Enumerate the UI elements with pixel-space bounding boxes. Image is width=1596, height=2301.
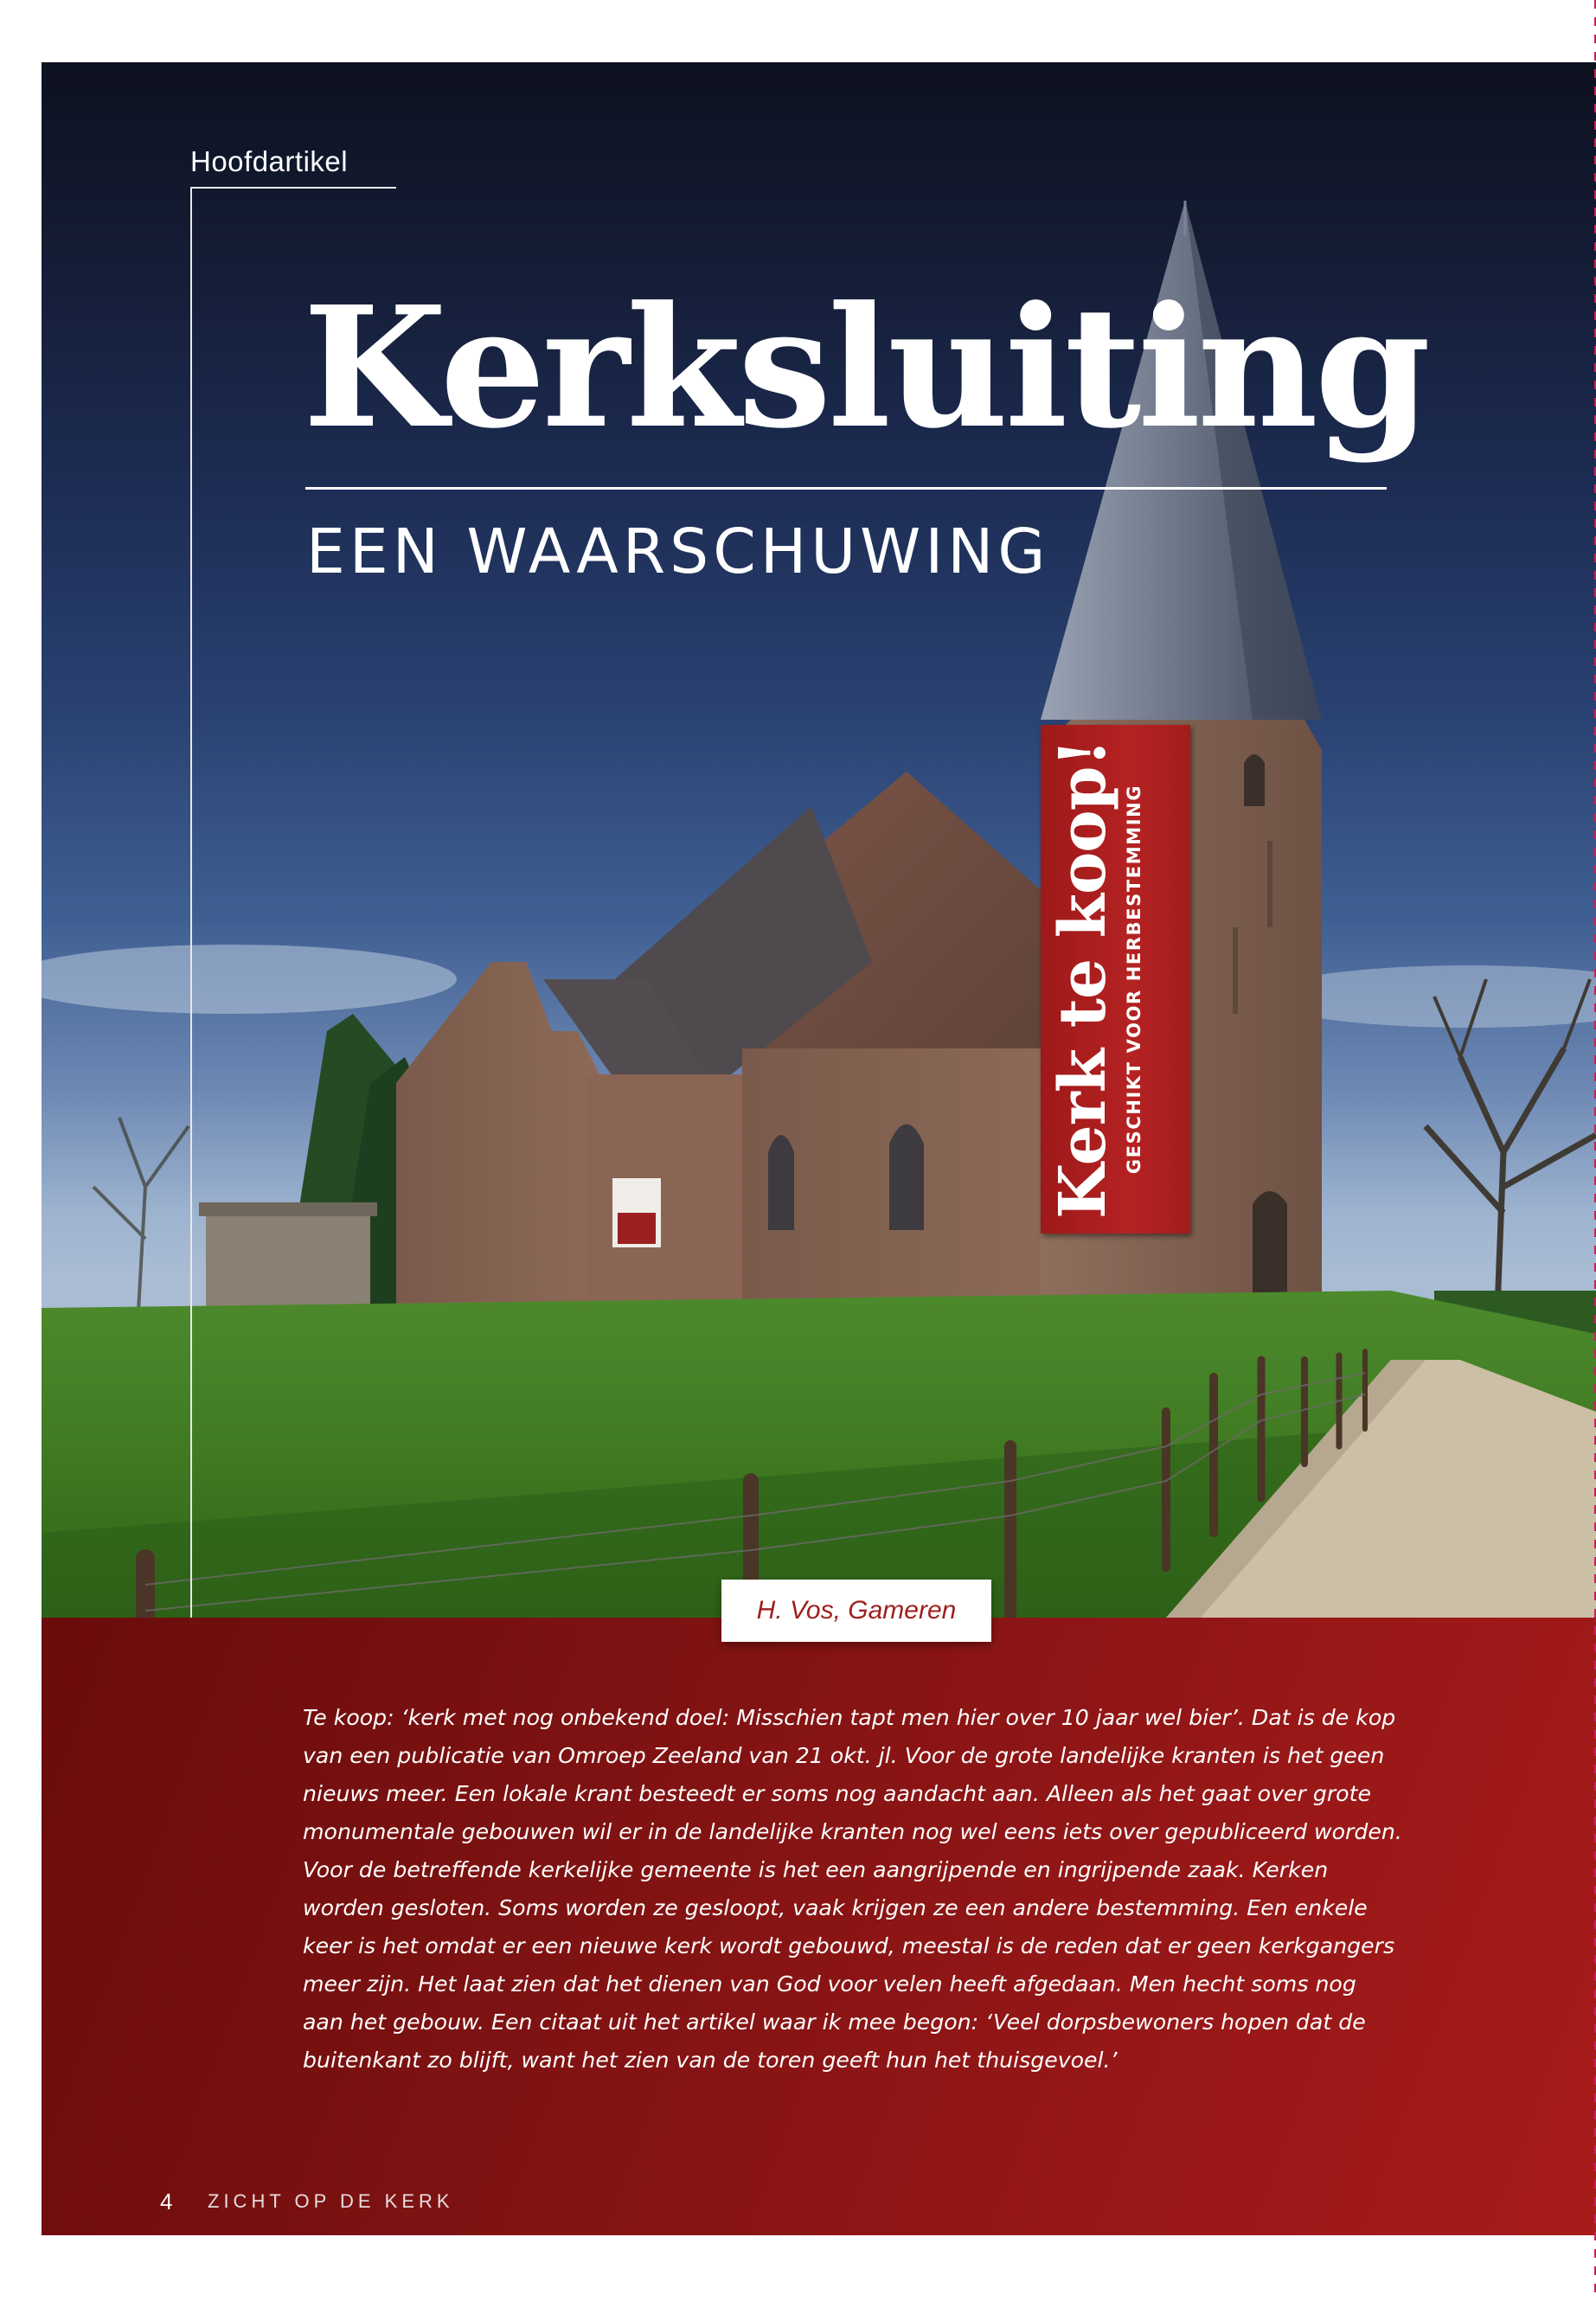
intro-line: van een publicatie van Omroep Zeeland van 21 okt. jl. Voor de grote landelijke kranten is het geen (303, 1743, 1385, 1768)
author-byline: H. Vos, Gameren (721, 1580, 991, 1642)
intro-line: monumentale gebouwen wil er in de landelijke kranten nog wel eens iets over gepubliceerd worden. (303, 1819, 1402, 1844)
section-divider (190, 187, 396, 189)
intro-line: Voor de betreffende kerkelijke gemeente is het een aangrijpende en ingrijpende zaak. Kerken (303, 1857, 1329, 1882)
intro-line: meer zijn. Het laat zien dat het dienen van God voor velen heeft afgedaan. Men hecht soms nog (303, 1971, 1356, 1997)
banner-text (1045, 737, 1181, 1221)
article-subtitle: EEN WAARSCHUWING (306, 516, 1050, 587)
intro-line: buitenkant zo blijft, want het zien van de toren geeft hun het thuisgevoel.’ (303, 2048, 1118, 2073)
for-sale-banner (1041, 725, 1190, 1234)
banner-title: Kerk te koop! (1045, 739, 1120, 1220)
intro-line: aan het gebouw. Een citaat uit het artikel waar ik mee begon: ‘Veel dorpsbewoners hopen dat de (303, 2009, 1366, 2035)
intro-line: Te koop: ‘kerk met nog onbekend doel: Misschien tapt men hier over 10 jaar wel bier’. Dat is de kop (303, 1705, 1396, 1730)
intro-text (303, 1699, 1462, 2080)
article-title: Kerksluiting (303, 271, 1428, 465)
intro-line: keer is het omdat er een nieuwe kerk wordt gebouwd, meestal is de reden dat er geen kerkgangers (303, 1933, 1395, 1958)
title-rule (305, 487, 1387, 490)
intro-line: nieuws meer. Een lokale krant besteedt er soms nog aandacht aan. Alleen als het gaat over grote (303, 1781, 1371, 1806)
church-building (396, 772, 1054, 1334)
magazine-page (42, 62, 1596, 2235)
section-label: Hoofdartikel (190, 145, 349, 177)
magazine-name: ZICHT OP DE KERK (208, 2190, 454, 2212)
intro-line: worden gesloten. Soms worden ze gesloopt, vaak krijgen ze een andere bestemming. Een enkele (303, 1895, 1368, 1920)
shed (206, 1213, 370, 1308)
banner-subtitle: GESCHIKT VOOR HERBESTEMMING (1123, 784, 1144, 1175)
page-number: 4 (160, 2189, 173, 2214)
